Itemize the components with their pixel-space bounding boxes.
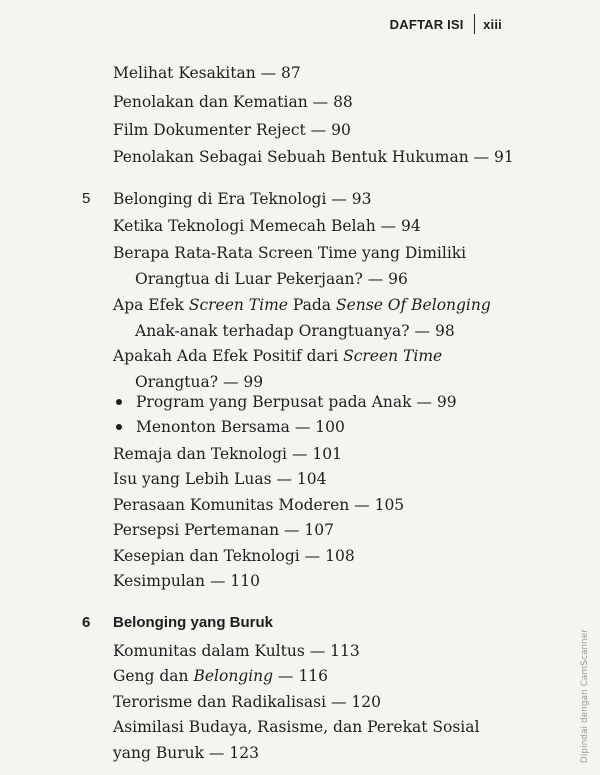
toc-entry <box>113 295 491 315</box>
entry-text: Apakah Ada Efek Positif dari <box>113 347 344 365</box>
toc-entry <box>113 666 328 686</box>
toc-entry: Penolakan dan Kematian — 88 <box>113 93 353 111</box>
toc-entry: Komunitas dalam Kultus — 113 <box>113 642 360 660</box>
toc-entry: Isu yang Lebih Luas — 104 <box>113 470 327 488</box>
header-page-number: xiii <box>483 16 502 32</box>
entry-text: Apa Efek <box>113 296 189 314</box>
entry-italic: Sense Of Belonging <box>335 296 491 314</box>
entry-italic: Screen Time <box>343 347 443 365</box>
bullet-icon <box>116 399 122 405</box>
toc-entry: Asimilasi Budaya, Rasisme, dan Perekat Sosial <box>113 718 480 736</box>
toc-bullet-entry: Program yang Berpusat pada Anak — 99 <box>136 393 457 411</box>
running-header <box>390 14 502 34</box>
entry-text: Geng dan <box>113 667 194 685</box>
header-section-title: DAFTAR ISI <box>389 16 464 32</box>
toc-entry: Melihat Kesakitan — 87 <box>113 64 301 82</box>
toc-entry: Kesepian dan Teknologi — 108 <box>113 547 355 565</box>
toc-entry: Film Dokumenter Reject — 90 <box>113 121 351 139</box>
toc-entry-continued: Orangtua? — 99 <box>135 373 264 391</box>
toc-entry: Terorisme dan Radikalisasi — 120 <box>113 693 381 711</box>
toc-entry: Persepsi Pertemanan — 107 <box>113 521 335 539</box>
toc-entry: Berapa Rata-Rata Screen Time yang Dimiliki <box>113 244 467 262</box>
toc-entry: Perasaan Komunitas Moderen — 105 <box>113 496 405 514</box>
toc-bullet-entry: Menonton Bersama — 100 <box>136 418 345 436</box>
toc-entry-continued: Anak-anak terhadap Orangtuanya? — 98 <box>135 322 455 340</box>
entry-text: Pada <box>287 296 336 314</box>
toc-entry: Ketika Teknologi Memecah Belah — 94 <box>113 217 421 235</box>
toc-entry: Remaja dan Teknologi — 101 <box>113 445 342 463</box>
chapter-title: Belonging yang Buruk <box>113 614 274 631</box>
toc-entry <box>113 346 442 366</box>
toc-entry: Penolakan Sebagai Sebuah Bentuk Hukuman — 91 <box>113 148 514 166</box>
chapter-number: 6 <box>82 614 91 631</box>
chapter-number: 5 <box>82 190 91 207</box>
chapter-title: Belonging di Era Teknologi — 93 <box>113 190 372 208</box>
toc-entry-continued: Orangtua di Luar Pekerjaan? — 96 <box>135 270 408 288</box>
toc-entry-continued: yang Buruk — 123 <box>113 744 259 762</box>
bullet-icon <box>116 424 122 430</box>
scanner-watermark: Dipindai dengan CamScanner <box>580 628 590 763</box>
header-divider <box>474 14 476 34</box>
entry-italic: Screen Time <box>188 296 288 314</box>
entry-text: — 116 <box>273 667 329 685</box>
toc-entry: Kesimpulan — 110 <box>113 572 260 590</box>
entry-italic: Belonging <box>193 667 274 685</box>
